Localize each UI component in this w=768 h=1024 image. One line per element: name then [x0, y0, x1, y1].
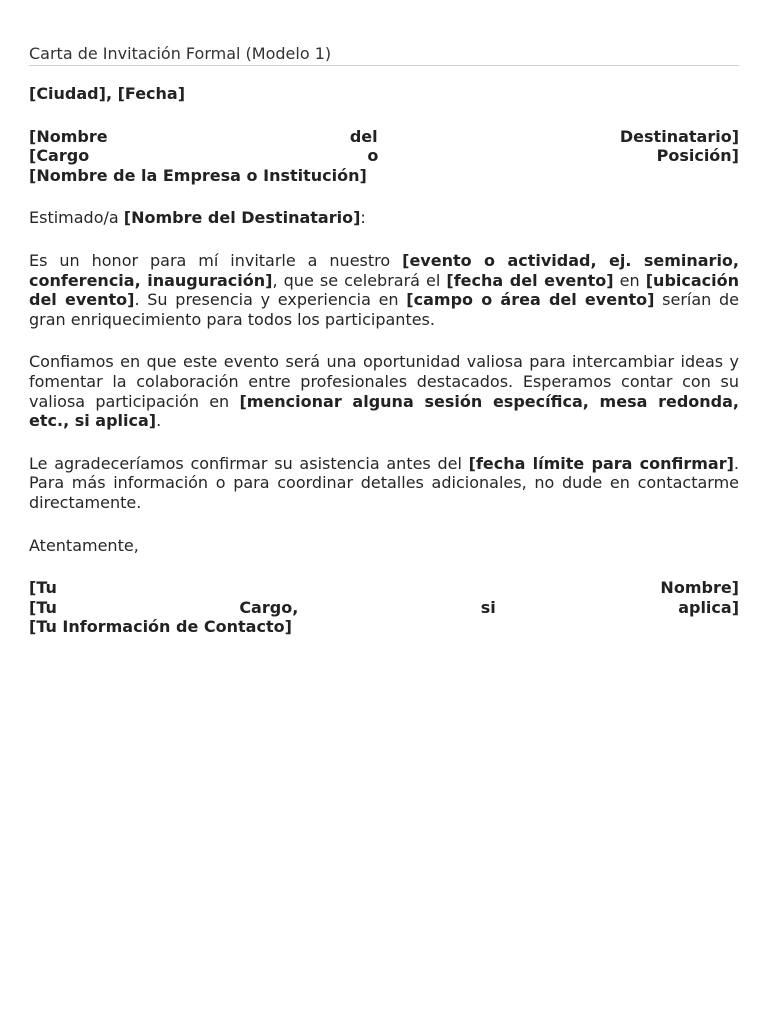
place-date: [Ciudad], [Fecha]	[29, 84, 186, 103]
placeholder-event: [evento o actividad, ej. seminario, conferencia, inauguración]	[29, 250, 740, 290]
placeholder-deadline: [fecha límite para confirmar]	[468, 453, 734, 473]
paragraph-text: , que se celebrará el	[272, 270, 447, 290]
placeholder-event-field: [campo o área del evento]	[406, 290, 655, 310]
paragraph-text: .	[156, 411, 162, 431]
greeting	[29, 208, 739, 228]
greeting-recipient-name: [Nombre del Destinatario]	[123, 208, 361, 228]
letter-body	[29, 84, 739, 660]
signature-position: [Tu Cargo, si aplica]	[29, 597, 739, 617]
paragraph-text: Es un honor para mí invitarle a nuestro	[29, 250, 403, 270]
document-title: Carta de Invitación Formal (Modelo 1)	[29, 44, 332, 63]
paragraph-text: . Para más información o para coordinar detalles adicionales, no dude en contactarme directamente.	[29, 453, 740, 512]
placeholder-event-location: [ubicación del evento]	[29, 270, 740, 310]
recipient-name: [Nombre del Destinatario]	[29, 126, 739, 146]
paragraph-confirmation	[29, 454, 739, 513]
greeting-prefix: Estimado/a	[29, 208, 124, 228]
signature-name: [Tu Nombre]	[29, 578, 739, 598]
signature-contact: [Tu Información de Contacto]	[29, 617, 292, 637]
paragraph-invitation	[29, 251, 739, 329]
paragraph-text: . Su presencia y experiencia en	[134, 290, 407, 310]
paragraph-text: Le agradeceríamos confirmar su asistencia antes del	[29, 453, 469, 473]
paragraph-opportunity	[29, 352, 739, 430]
paragraph-text: Confiamos en que este evento será una oportunidad valiosa para intercambiar ideas y fomentar la colaboración entre profesionales destacados. Esperamos contar con su valiosa participación en	[29, 352, 739, 411]
placeholder-event-date: [fecha del evento]	[446, 270, 614, 290]
title-divider	[29, 65, 739, 66]
recipient-position: [Cargo o Posición]	[29, 146, 739, 166]
greeting-suffix: :	[360, 208, 366, 228]
placeholder-session: [mencionar alguna sesión específica, mesa redonda, etc., si aplica]	[29, 391, 740, 431]
paragraph-text: serían de gran enriquecimiento para todos los participantes.	[29, 290, 740, 329]
closing: Atentamente,	[29, 535, 139, 555]
recipient-block	[29, 127, 739, 186]
paragraph-text: en	[613, 270, 646, 290]
signature-block	[29, 578, 739, 637]
recipient-company: [Nombre de la Empresa o Institución]	[29, 165, 367, 185]
